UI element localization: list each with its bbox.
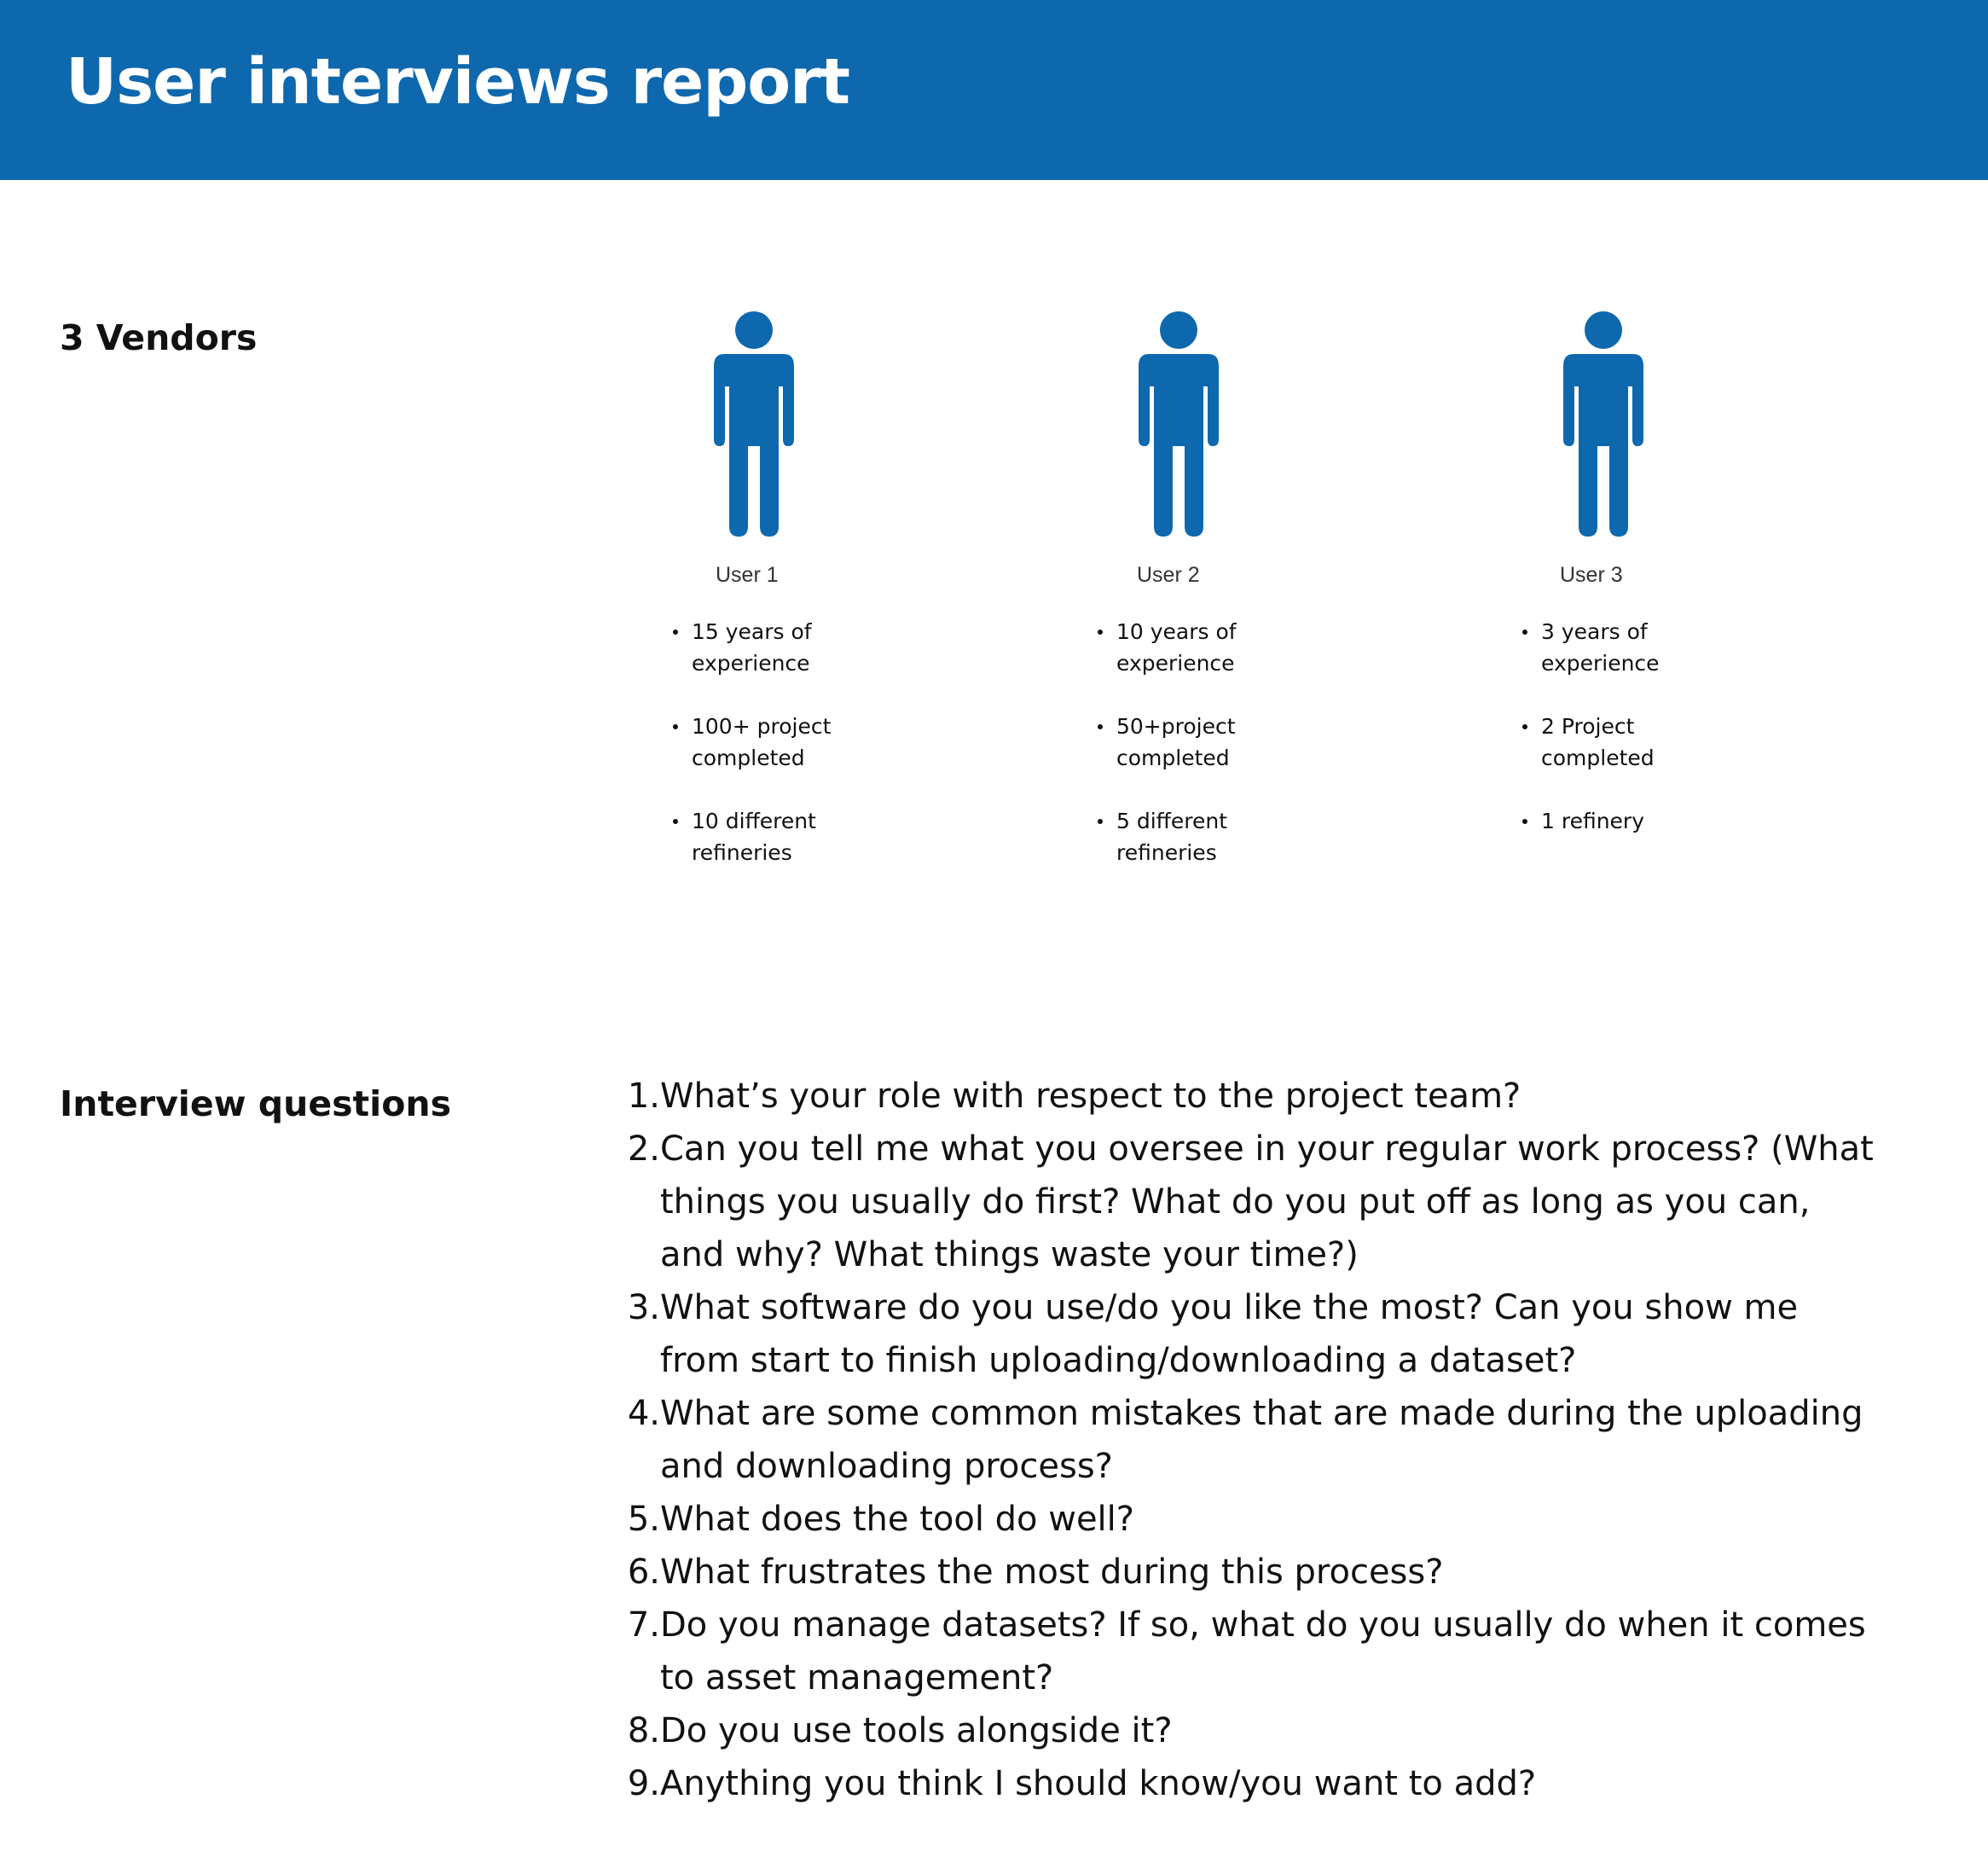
person-icon bbox=[1132, 311, 1226, 537]
user-fact: 15 years of experience bbox=[671, 616, 944, 679]
question-text: Can you tell me what you oversee in your regular work process? (What things you usually do first? What do you put off as long as you can, and why? What things waste your time?) bbox=[660, 1129, 1874, 1274]
question-text: Do you use tools alongside it? bbox=[660, 1711, 1173, 1750]
question-number: 2. bbox=[627, 1129, 660, 1169]
question-number: 3. bbox=[627, 1288, 660, 1327]
user-facts-list bbox=[1096, 616, 1369, 900]
question-number: 1. bbox=[627, 1077, 660, 1116]
question-number: 6. bbox=[627, 1553, 660, 1592]
vendors-section-label: 3 Vendors bbox=[60, 317, 258, 358]
question-item bbox=[614, 1704, 1876, 1757]
user-facts-list bbox=[1521, 616, 1794, 868]
question-number: 8. bbox=[627, 1711, 660, 1750]
question-text: What does the tool do well? bbox=[660, 1500, 1135, 1539]
question-text: What software do you use/do you like the most? Can you show me from start to finish uploading/downloading a dataset? bbox=[660, 1288, 1799, 1380]
question-item bbox=[614, 1546, 1876, 1599]
header-banner bbox=[0, 0, 1988, 180]
question-text: What frustrates the most during this process? bbox=[660, 1553, 1444, 1592]
questions-section-label: Interview questions bbox=[60, 1083, 451, 1124]
question-number: 7. bbox=[627, 1605, 660, 1645]
question-item bbox=[614, 1387, 1876, 1493]
questions-list bbox=[614, 1070, 1876, 1810]
user-fact: 1 refinery bbox=[1521, 805, 1794, 837]
question-number: 5. bbox=[627, 1500, 660, 1539]
question-text: Anything you think I should know/you want to add? bbox=[660, 1764, 1537, 1803]
user-fact: 3 years of experience bbox=[1521, 616, 1794, 679]
question-item bbox=[614, 1281, 1876, 1387]
page-title: User interviews report bbox=[66, 45, 850, 119]
question-text: What are some common mistakes that are made during the uploading and downloading process? bbox=[660, 1394, 1863, 1486]
question-item bbox=[614, 1599, 1876, 1704]
user-fact: 5 different refineries bbox=[1096, 805, 1369, 868]
user-fact: 2 Project completed bbox=[1521, 711, 1794, 774]
user-card bbox=[671, 311, 944, 865]
user-fact: 100+ project completed bbox=[671, 711, 944, 774]
person-icon bbox=[1556, 311, 1650, 537]
user-card bbox=[1521, 311, 1794, 833]
user-name: User 2 bbox=[1137, 563, 1200, 587]
user-facts-list bbox=[671, 616, 944, 900]
question-item bbox=[614, 1757, 1876, 1810]
question-item bbox=[614, 1123, 1876, 1281]
question-number: 9. bbox=[627, 1764, 660, 1803]
user-card bbox=[1096, 311, 1369, 865]
user-fact: 10 years of experience bbox=[1096, 616, 1369, 679]
user-fact: 50+project completed bbox=[1096, 711, 1369, 774]
user-name: User 1 bbox=[716, 563, 779, 587]
question-text: What’s your role with respect to the project team? bbox=[660, 1077, 1521, 1116]
user-name: User 3 bbox=[1560, 563, 1623, 587]
question-text: Do you manage datasets? If so, what do you usually do when it comes to asset management? bbox=[660, 1605, 1866, 1698]
question-item bbox=[614, 1070, 1876, 1123]
user-fact: 10 different refineries bbox=[671, 805, 944, 868]
question-number: 4. bbox=[627, 1394, 660, 1433]
person-icon bbox=[707, 311, 801, 537]
question-item bbox=[614, 1493, 1876, 1546]
